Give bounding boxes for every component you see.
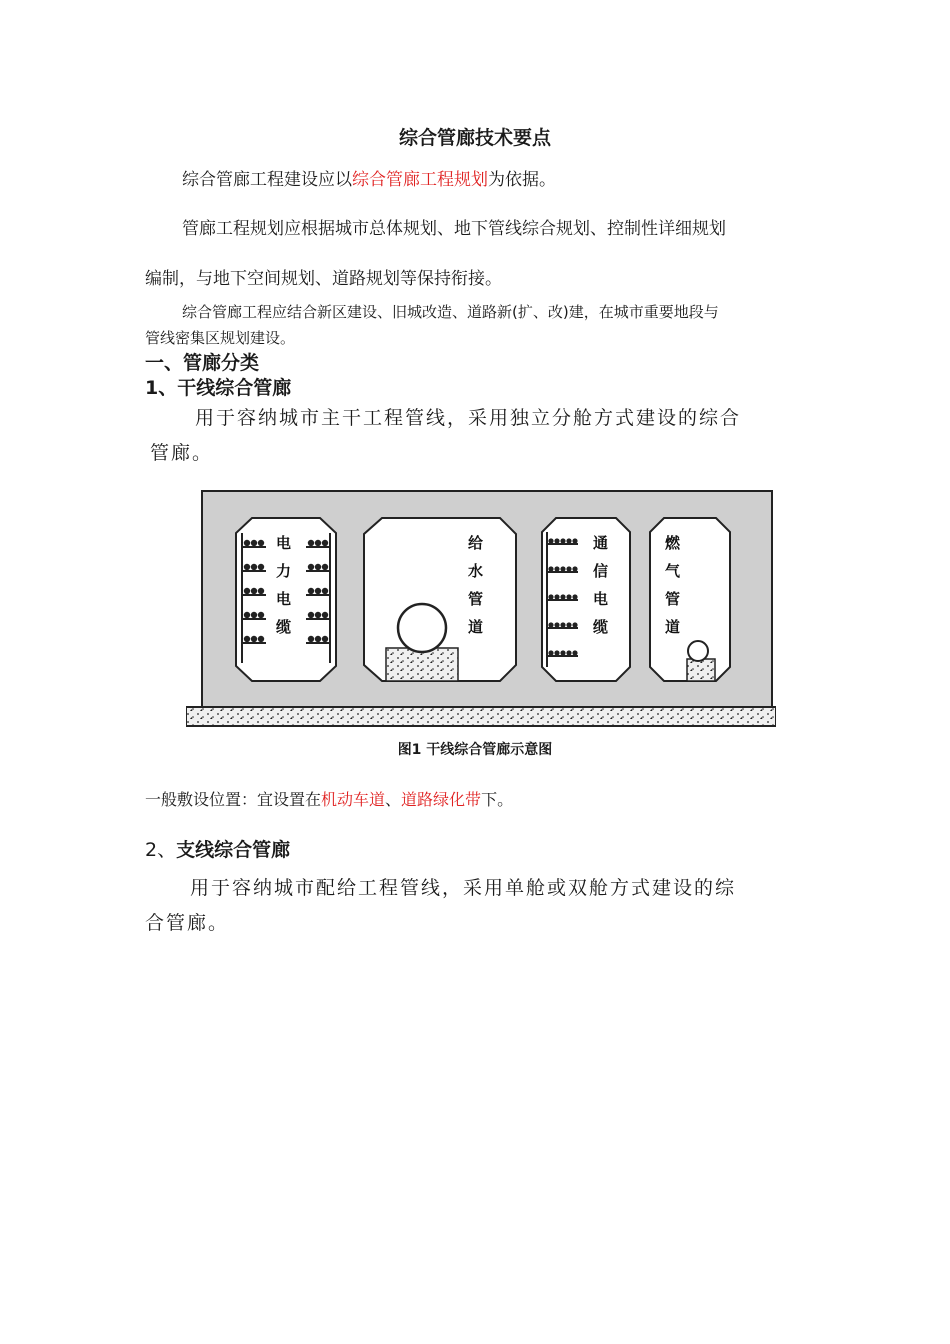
branch-description-line2: 合管廊。 (145, 912, 230, 934)
doc-title: 综合管廊技术要点 (398, 127, 551, 149)
paragraph-planning-line2: 编制，与地下空间规划、道路规划等保持衔接。 (145, 269, 502, 289)
heading-number: 2、 (145, 839, 177, 861)
chamber-water-pipe (364, 518, 516, 681)
label-character: 信 (593, 562, 609, 580)
chamber-gas-pipe (650, 518, 730, 681)
text: 、 (385, 790, 402, 809)
utility-tunnel-diagram (186, 488, 776, 728)
highlight-text: 道路绿化带 (401, 790, 482, 809)
text: 一般敷设位置：宜设置在 (145, 790, 322, 809)
highlight-text: 机动车道 (321, 790, 386, 809)
paragraph-construction-line1: 综合管廊工程应结合新区建设、旧城改造、道路新(扩、改)建，在城市重要地段与 (182, 303, 719, 321)
subsection-heading-trunk: 1、干线综合管廊 (145, 377, 292, 399)
label-character: 管 (468, 590, 484, 608)
paragraph-planning-line1: 管廊工程规划应根据城市总体规划、地下管线综合规划、控制性详细规划 (182, 219, 726, 239)
foundation-layer (186, 707, 776, 726)
label-character: 管 (665, 590, 681, 608)
label-character: 电 (276, 534, 292, 552)
label-character: 电 (593, 590, 609, 608)
label-character: 给 (468, 534, 484, 552)
paragraph-planning-basis (182, 165, 556, 190)
label-character: 水 (468, 562, 484, 580)
trunk-description-line1: 用于容纳城市主干工程管线，采用独立分舱方式建设的综合 (195, 407, 742, 429)
trunk-description-line2: 管廊。 (150, 442, 214, 464)
paragraph-laying-position (145, 787, 513, 810)
label-character: 道 (665, 618, 681, 636)
label-character: 通 (593, 534, 609, 552)
branch-description-line1: 用于容纳城市配给工程管线，采用单舱或双舱方式建设的综 (190, 877, 737, 899)
label-character: 缆 (276, 618, 292, 636)
highlight-text: 综合管廊工程规划 (352, 170, 488, 190)
label-character: 气 (665, 562, 681, 580)
label-character: 缆 (593, 618, 609, 636)
paragraph-construction-line2: 管线密集区规划建设。 (145, 329, 296, 347)
heading-title: 支线综合管廊 (176, 839, 291, 861)
section-heading: 一、管廊分类 (145, 352, 260, 374)
label-character: 燃 (665, 534, 681, 552)
text: 为依据。 (488, 170, 556, 190)
text: 下。 (481, 790, 514, 809)
label-character: 电 (276, 590, 292, 608)
figure-caption: 图1 干线综合管廊示意图 (397, 742, 553, 758)
label-character: 道 (468, 618, 484, 636)
subsection-heading-branch (145, 835, 290, 862)
chamber-telecom-cable (542, 518, 630, 681)
label-character: 力 (276, 562, 292, 580)
text: 综合管廊工程建设应以 (182, 170, 352, 190)
